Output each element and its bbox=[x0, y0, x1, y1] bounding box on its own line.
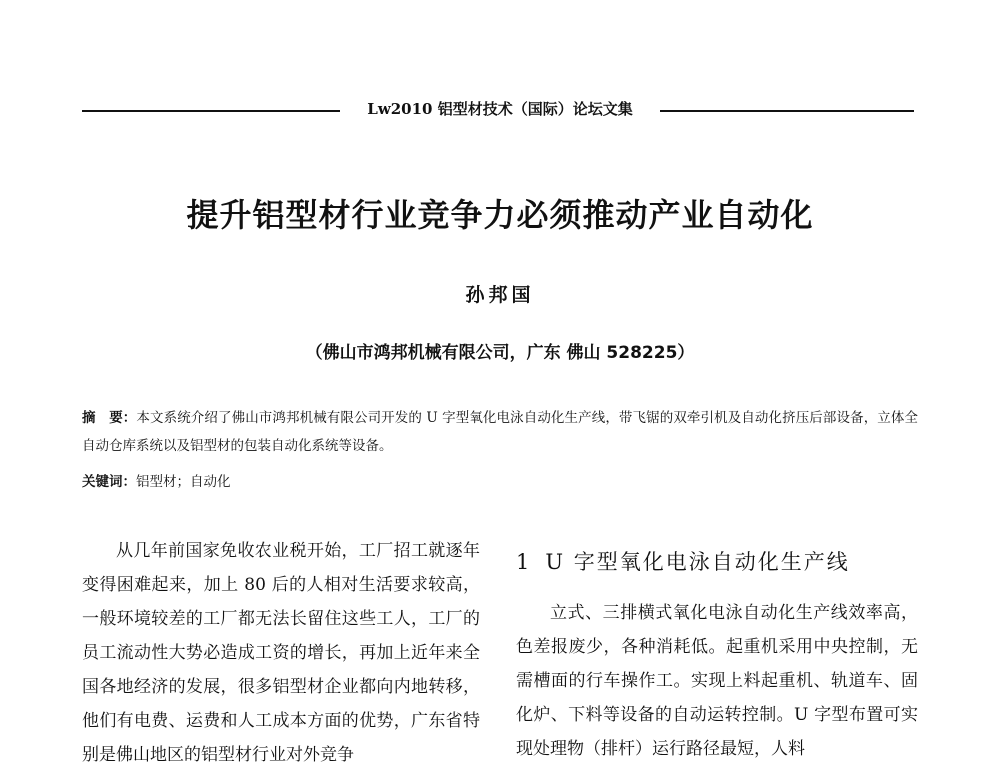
keywords bbox=[82, 468, 918, 496]
section-number: 1 bbox=[516, 550, 532, 574]
body-paragraph-left: 从几年前国家免收农业税开始，工厂招工就逐年变得困难起来，加上 80 后的人相对生活要求较高，一般环境较差的工厂都无法长留住这些工人，工厂的员工流动性大势必造成工资的增长，再加上近年来全国各地经济的发展，很多铝型材企业都向内地转移，他们有电费、运费和人工成本方面的优势，广东省特别是佛山地区的铝型材行业对外竞争 bbox=[82, 541, 480, 765]
section-title: U 字型氧化电泳自动化生产线 bbox=[545, 550, 850, 574]
running-header: Lw2010 铝型材技术（国际）论坛文集 bbox=[367, 100, 633, 118]
section-heading bbox=[516, 546, 936, 576]
keywords-text: 铝型材；自动化 bbox=[136, 474, 231, 490]
abstract bbox=[82, 404, 918, 460]
keywords-label: 关键词： bbox=[82, 474, 136, 490]
body-paragraph-right: 立式、三排横式氧化电泳自动化生产线效率高，色差报废少，各种消耗低。起重机采用中央控制，无需槽面的行车操作工。实现上料起重机、轨道车、固化炉、下料等设备的自动运转控制。U 字型布置可实现处理物（排杆）运行路径最短，人料 bbox=[516, 603, 918, 759]
abstract-text: 本文系统介绍了佛山市鸿邦机械有限公司开发的 U 字型氧化电泳自动化生产线，带飞锯的双牵引机及自动化挤压后部设备，立体全自动仓库系统以及铝型材的包装自动化系统等设备。 bbox=[82, 410, 919, 454]
abstract-label: 摘 要： bbox=[82, 410, 137, 426]
author-name: 孙邦国 bbox=[465, 284, 535, 306]
header-rule-right bbox=[660, 110, 914, 112]
paper-title: 提升铝型材行业竞争力必须推动产业自动化 bbox=[186, 196, 814, 234]
header-rule-left bbox=[82, 110, 340, 112]
author-affiliation: （佛山市鸿邦机械有限公司，广东 佛山 528225） bbox=[305, 343, 695, 363]
